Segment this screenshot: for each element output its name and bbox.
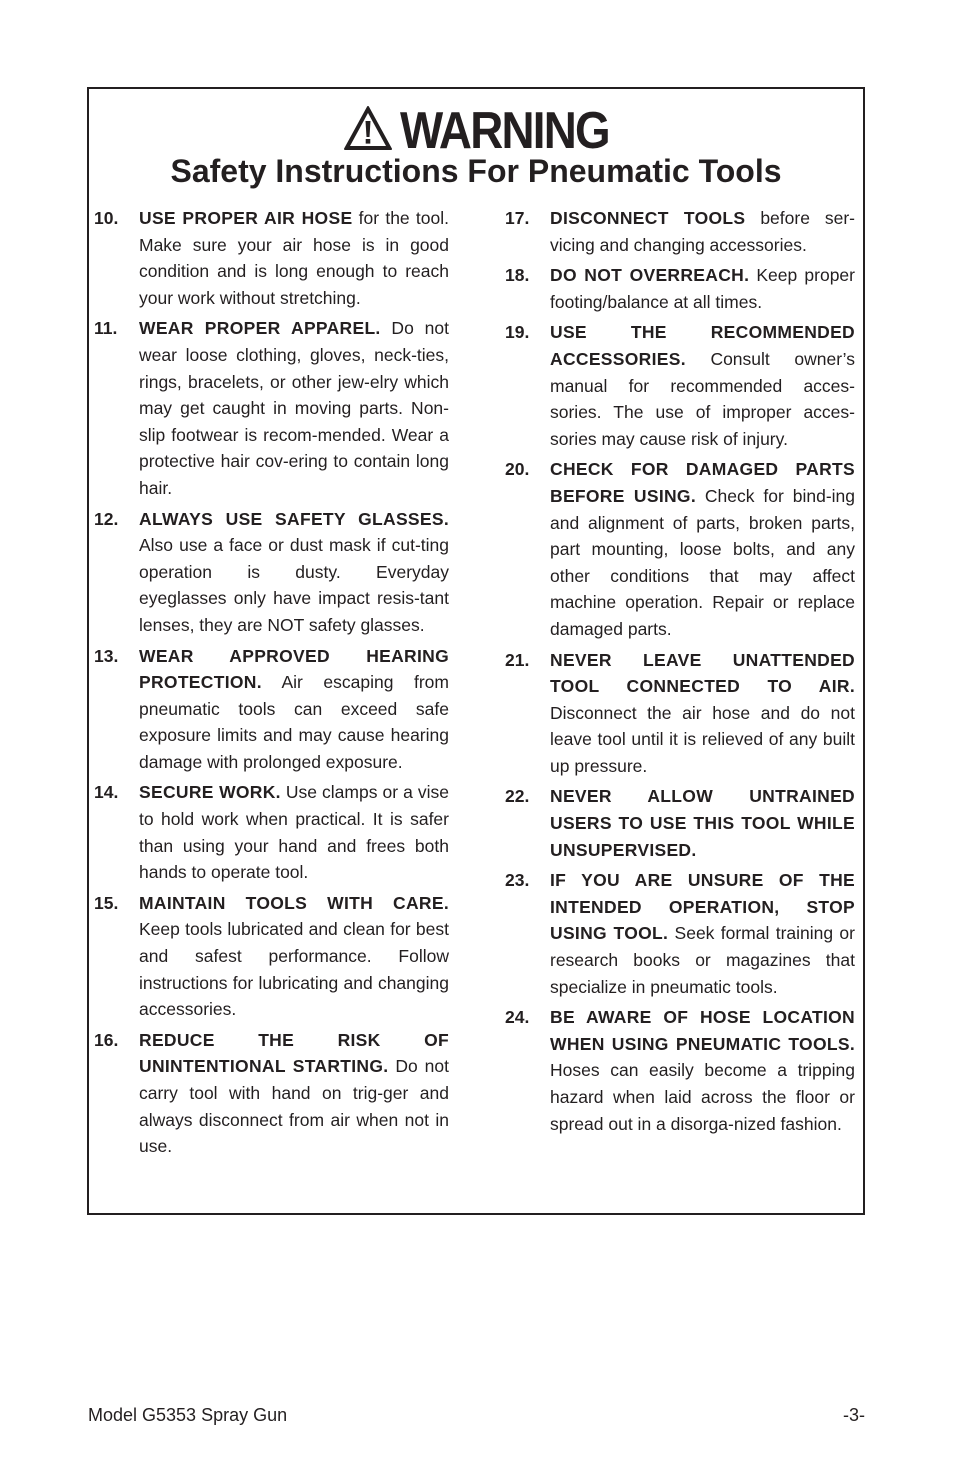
warning-box [87,87,865,1215]
item-body: Do not wear loose clothing, gloves, neck-ties, rings, bracelets, or other jew-elry which may get caught in moving parts. Non-slip footwear is recom-mended. Wear a protective hair cov-ering to contain long hair. [139,318,449,498]
item-number: 19. [505,322,530,343]
item-body: for the tool. Make sure your air hose is in good condition and is long enough to reach your work without stretching. [139,208,449,308]
item-body: Do not carry tool with hand on trig-ger and always disconnect from air when not in use. [139,1056,449,1157]
list-item [94,643,449,776]
item-heading: BE AWARE OF HOSE LOCATION WHEN USING PNEUMATIC TOOLS. [550,1007,855,1054]
list-item [94,506,449,639]
item-number: 23. [505,870,530,891]
item-body: before ser-vicing and changing accessories. [550,208,855,255]
item-heading: WEAR APPROVED HEARING PROTECTION. [139,645,449,693]
list-item [505,456,855,642]
list-item [94,890,449,1023]
list-item [94,205,449,311]
item-body: Use clamps or a vise to hold work when practical. It is safer than using your hand and frees both hands to operate tool. [139,782,449,883]
item-number: 20. [505,459,530,480]
item-heading: WEAR PROPER APPAREL. [139,318,381,339]
item-text [550,783,855,863]
item-text [550,1004,855,1137]
item-body: Seek formal training or research books or magazines that specialize in pneumatic tools. [550,923,855,997]
item-text [139,1027,449,1160]
item-heading: NEVER LEAVE UNATTENDED TOOL CONNECTED TO AIR. [550,649,855,697]
item-text [550,867,855,1000]
item-text [139,779,449,885]
item-heading: USE PROPER AIR HOSE [139,208,353,228]
footer-page-number: -3- [843,1405,865,1425]
item-text [550,456,855,642]
list-item [94,779,449,885]
item-number: 12. [94,508,119,529]
item-number: 17. [505,208,530,228]
item-text [139,506,449,639]
item-number: 16. [94,1029,119,1050]
list-item [505,1004,855,1137]
warning-header [89,102,863,160]
item-text [550,262,855,315]
item-body: Hoses can easily become a tripping hazard when laid across the floor or spread out in a disorga-nized fashion. [550,1060,855,1134]
item-body: Also use a face or dust mask if cut-ting operation is dusty. Everyday eyeglasses only have impact resis-tant lenses, they are NOT safety glasses. [139,535,449,635]
item-heading: DISCONNECT TOOLS [550,208,746,228]
item-body: Disconnect the air hose and do not leave tool until it is relieved of any built up pressure. [550,702,855,776]
item-heading: IF YOU ARE UNSURE OF THE INTENDED OPERATION, STOP USING TOOL. [550,870,855,944]
item-heading: MAINTAIN TOOLS WITH CARE. [139,892,449,913]
item-heading: USE THE RECOMMENDED ACCESSORIES. [550,322,855,369]
item-heading: ALWAYS USE SAFETY GLASSES. [139,508,449,529]
item-number: 11. [94,318,118,339]
item-heading: CHECK FOR DAMAGED PARTS BEFORE USING. [550,459,855,506]
item-text [550,647,855,780]
list-item [94,315,449,501]
item-text [550,319,855,452]
item-heading: SECURE WORK. [139,782,281,803]
item-number: 21. [505,649,530,670]
item-body: Air escaping from pneumatic tools can exceed safe exposure limits and may cause hearing damage with prolonged exposure. [139,672,449,772]
section-subtitle: Safety Instructions For Pneumatic Tools [170,153,782,189]
list-item [94,1027,449,1160]
warning-triangle-icon [343,105,393,151]
item-text [550,205,855,258]
item-text [139,315,449,501]
item-heading: REDUCE THE RISK OF UNINTENTIONAL STARTING. [139,1029,449,1077]
list-item [505,867,855,1000]
list-item [505,647,855,780]
item-number: 22. [505,786,530,807]
list-item [505,783,855,863]
item-heading: NEVER ALLOW UNTRAINED USERS TO USE THIS TOOL WHILE UNSUPERVISED. [550,786,855,860]
item-text [139,890,449,1023]
footer-model: Model G5353 Spray Gun [88,1405,288,1425]
item-body: Consult owner’s manual for recommended acces-sories. The use of improper acces-sories may cause risk of injury. [550,348,855,449]
item-number: 18. [505,265,530,286]
item-number: 24. [505,1007,530,1028]
right-column [505,205,855,1141]
list-item [505,262,855,315]
warning-title: WARNING [399,102,609,160]
item-number: 13. [94,645,119,666]
item-number: 15. [94,892,119,913]
item-number: 10. [94,208,119,228]
list-item [505,319,855,452]
item-text [139,205,449,311]
item-body: Keep proper footing/balance at all times. [550,265,855,312]
item-body: Check for bind-ing and alignment of parts, broken parts, part mounting, loose bolts, and any other conditions that may affect machine operation. Repair or replace damaged parts. [550,485,855,639]
item-heading: DO NOT OVERREACH. [550,265,750,286]
item-body: Keep tools lubricated and clean for best and safest performance. Follow instructions for lubricating and changing accessories. [139,919,449,1020]
item-text [139,643,449,776]
item-number: 14. [94,782,119,803]
left-column [94,205,449,1164]
list-item [505,205,855,258]
